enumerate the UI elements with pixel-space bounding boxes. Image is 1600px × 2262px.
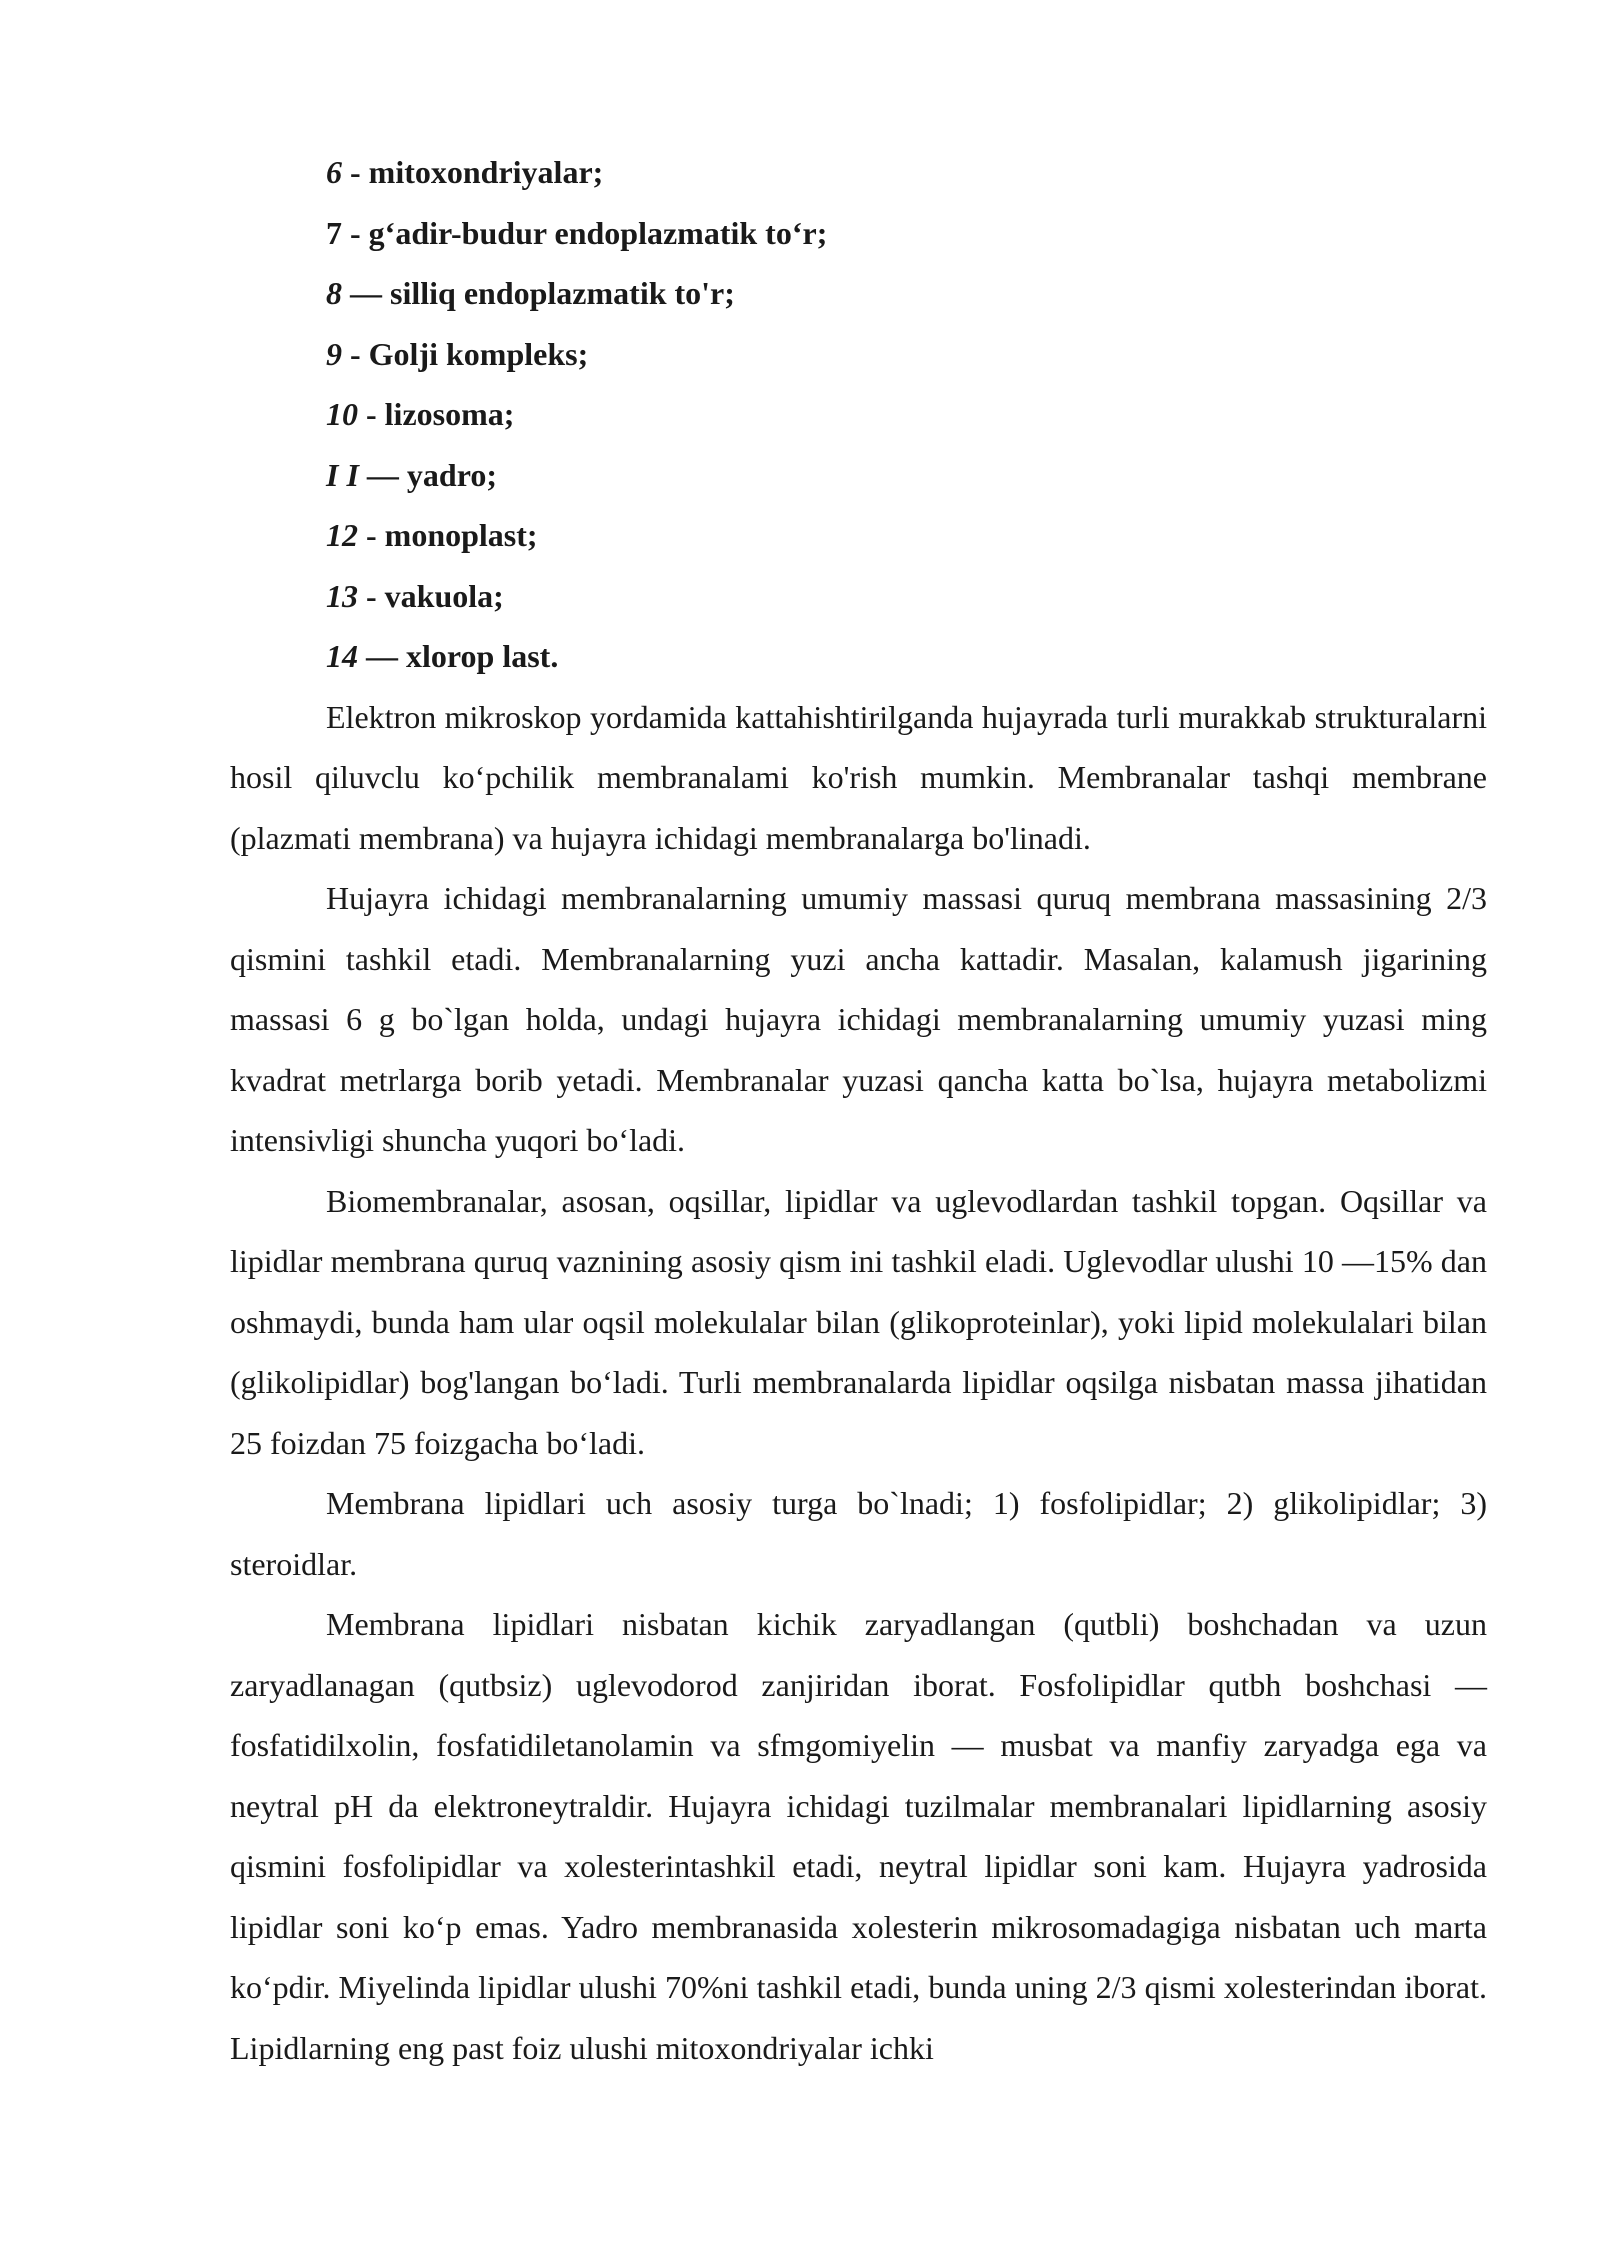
list-text: lizosoma; bbox=[384, 396, 515, 432]
paragraph-biomembrane-composition: Biomembranalar, asosan, oqsillar, lipidlar va uglevodlardan tashkil topgan. Oqsillar va lipidlar membrana quruq vaznining asosiy qism ini tashkil eladi. Uglevodlar ulushi 10 —15% dan oshmaydi, bunda ham ular oqsil molekulalar bilan (glikoproteinlar), yoki lipid molekulalari bilan (glikolipidlar) bog'langan bo‘ladi. Turli membranalarda lipidlar oqsilga nisbatan massa jihatidan 25 foizdan 75 foizgacha bo‘ladi. bbox=[230, 1182, 1487, 1461]
list-item-6 bbox=[230, 142, 1487, 203]
list-separator: - bbox=[358, 517, 385, 553]
paragraph-electron-microscope: Elektron mikroskop yordamida kattahishtirilganda hujayrada turli murakkab strukturalarni hosil qiluvclu ko‘pchilik membranalami ko'rish mumkin. Membranalar tashqi membrane (plazmati membrana) va hujayra ichidagi membranalarga bo'linadi. bbox=[230, 698, 1487, 856]
list-text: Golji kompleks; bbox=[368, 335, 589, 372]
list-number: 12 bbox=[326, 517, 358, 553]
list-item-8 bbox=[230, 263, 1487, 324]
list-separator: — bbox=[358, 638, 406, 674]
list-number: 8 bbox=[326, 275, 342, 311]
list-item-11 bbox=[230, 445, 1487, 506]
list-text: yadro; bbox=[406, 456, 497, 493]
list-separator: — bbox=[342, 275, 390, 311]
paragraph-lipid-structure: Membrana lipidlari nisbatan kichik zaryadlangan (qutbli) boshchadan va uzun zaryadlanagan (qutbsiz) uglevodorod zanjiridan iborat. Fosfolipidlar qutbh boshchasi — fosfatidilxolin, fosfatidiletanolamin va sfmgomiyelin — musbat va manfiy zaryadga ega va neytral pH da elektroneytraldir. Hujayra ichidagi tuzilmalar membranalari lipidlarning asosiy qismini fosfolipidlar va xolesterintashkil etadi, neytral lipidlar soni kam. Hujayra yadrosida lipidlar soni ko‘p emas. Yadro membranasida xolesterin mikrosomadagiga nisbatan uch marta ko‘pdir. Miyelinda lipidlar ulushi 70%ni tashkil etadi, bunda uning 2/3 qismi xolesterindan iborat. Lipidlarning eng past foiz ulushi mitoxondriyalar ichki bbox=[230, 1606, 1487, 2066]
list-item-13 bbox=[230, 566, 1487, 627]
list-item-14 bbox=[230, 626, 1487, 687]
list-item-9 bbox=[230, 324, 1487, 385]
list-text: monoplast; bbox=[384, 517, 538, 553]
list-item-7 bbox=[230, 203, 1487, 264]
list-separator: - bbox=[342, 154, 369, 190]
paragraph-lipid-types: Membrana lipidlari uch asosiy turga bo`lnadi; 1) fosfolipidlar; 2) glikolipidlar; 3) steroidlar. bbox=[230, 1485, 1487, 1582]
list-number: 13 bbox=[326, 577, 358, 614]
list-text: g‘adir-budur endoplazmatik to‘r; bbox=[368, 214, 828, 251]
list-separator: — bbox=[358, 456, 407, 493]
list-text: vakuola; bbox=[384, 577, 504, 614]
list-separator: - bbox=[342, 214, 369, 251]
list-separator: - bbox=[358, 577, 385, 614]
list-text: silliq endoplazmatik to'r; bbox=[390, 275, 735, 311]
list-number: 6 bbox=[326, 154, 342, 190]
list-text: mitoxondriyalar; bbox=[368, 154, 604, 190]
list-item-10 bbox=[230, 384, 1487, 445]
list-item-12 bbox=[230, 505, 1487, 566]
list-number: 14 bbox=[326, 638, 358, 674]
page-content bbox=[230, 142, 1487, 2078]
list-separator: - bbox=[342, 335, 369, 372]
list-number: 7 bbox=[326, 214, 342, 251]
list-separator: - bbox=[358, 396, 385, 432]
list-number: 9 bbox=[326, 335, 342, 372]
list-text: xlorop last. bbox=[406, 638, 559, 674]
paragraph-membrane-mass: Hujayra ichidagi membranalarning umumiy massasi quruq membrana massasining 2/3 qismini tashkil etadi. Membranalarning yuzi ancha kattadir. Masalan, kalamush jigarining massasi 6 g bo`lgan holda, undagi hujayra ichidagi membranalarning umumiy yuzasi ming kvadrat metrlarga borib yetadi. Membranalar yuzasi qancha katta bo`lsa, hujayra metabolizmi intensivligi shuncha yuqori bo‘ladi. bbox=[230, 880, 1487, 1158]
list-number: I I bbox=[326, 456, 359, 493]
list-number: 10 bbox=[326, 396, 358, 432]
